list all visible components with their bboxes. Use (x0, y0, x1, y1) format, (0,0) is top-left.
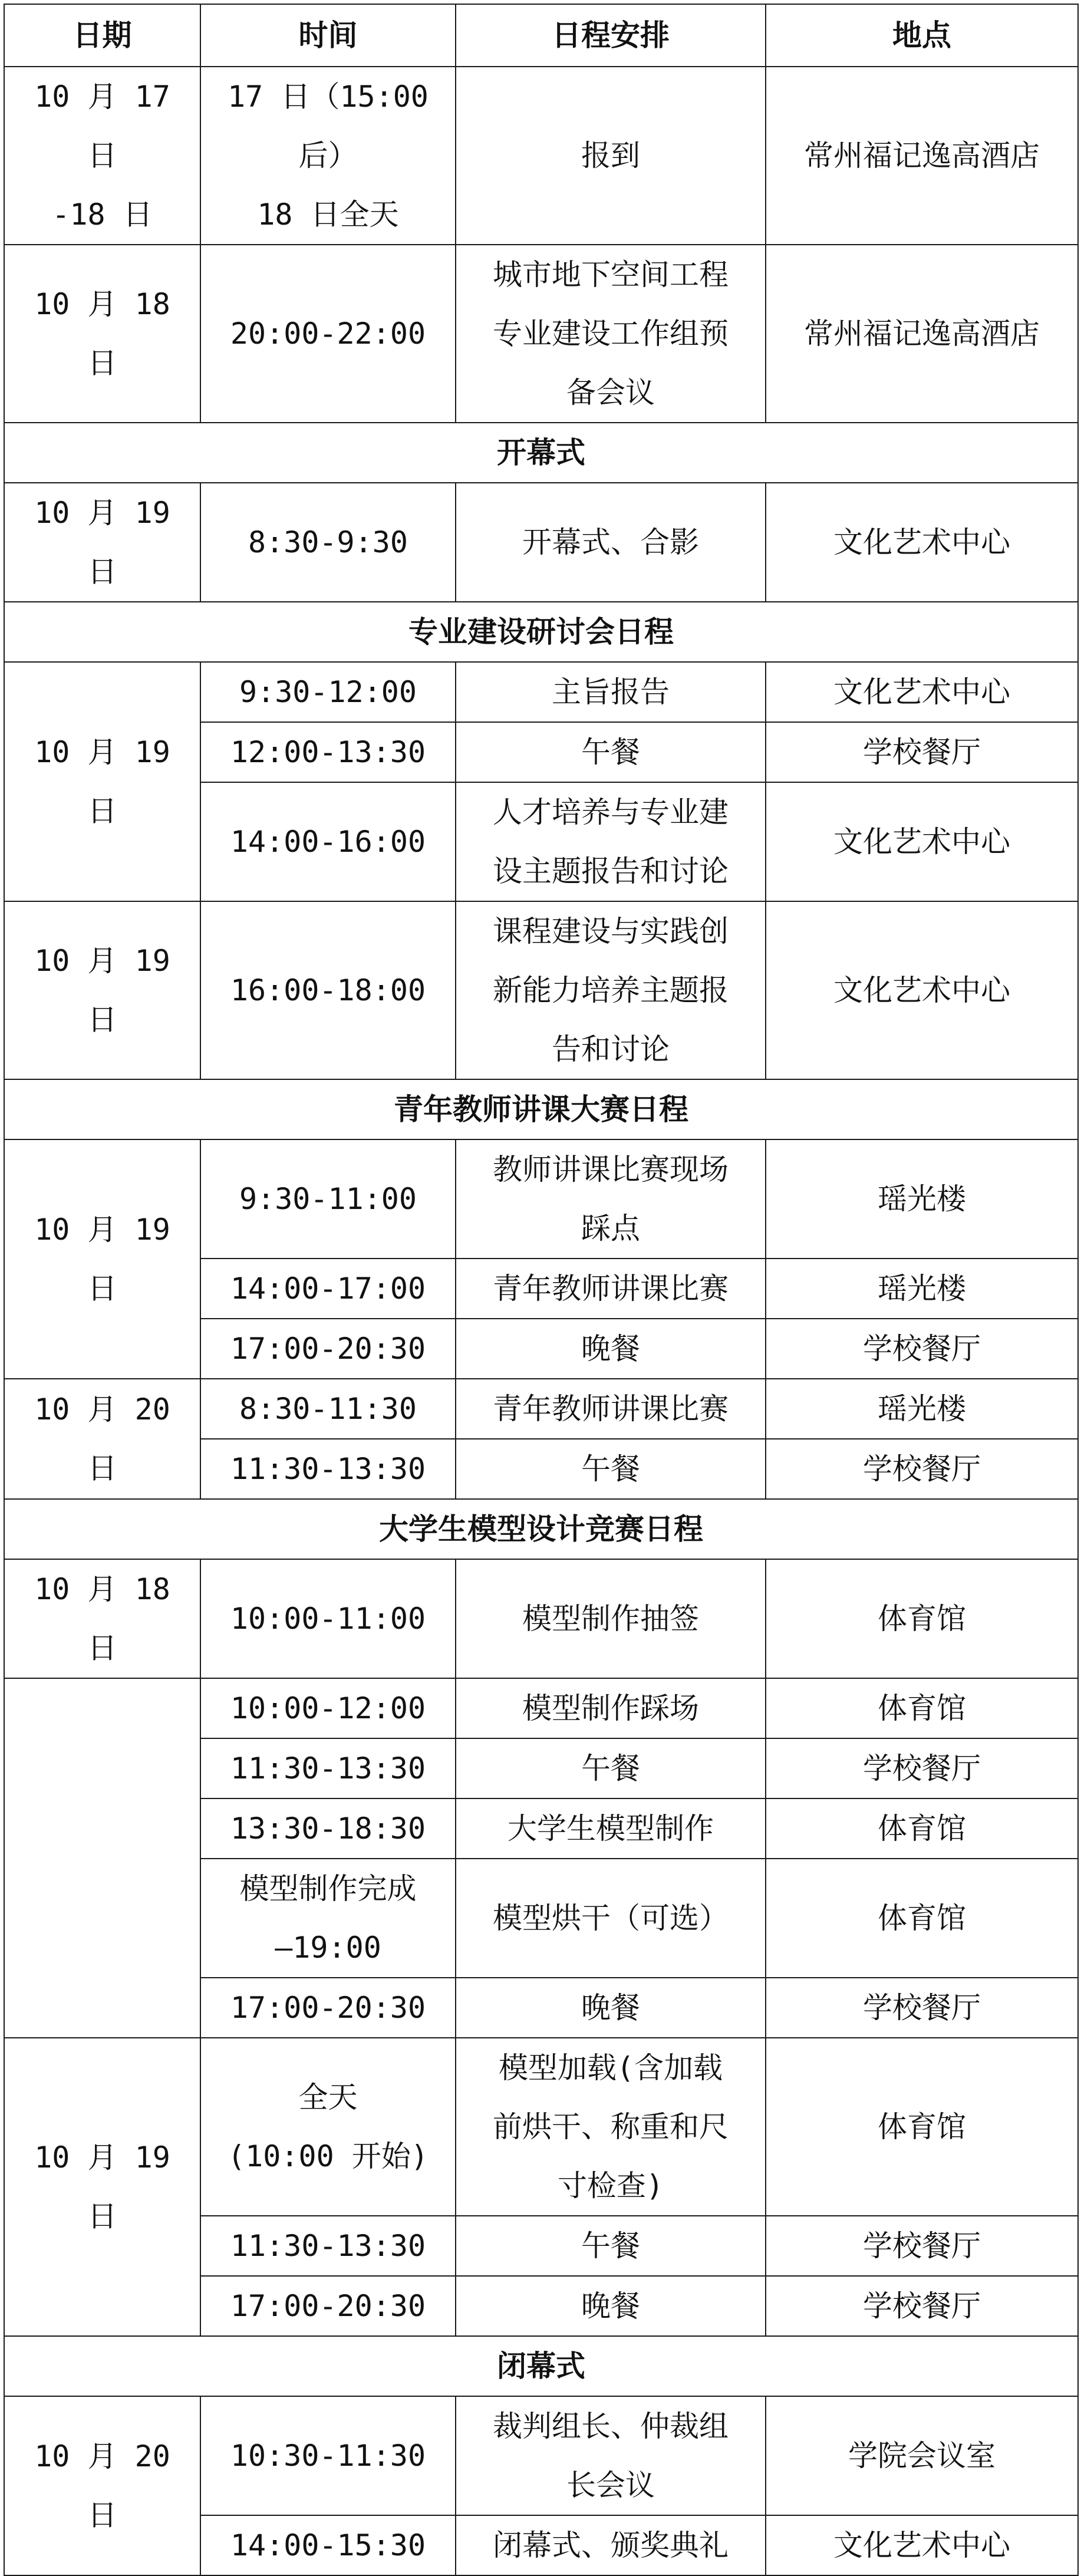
header-row (4, 4, 1078, 67)
header-location: 地点 (766, 4, 1078, 67)
agenda-cell: 报到 (456, 67, 766, 245)
section-title: 闭幕式 (4, 2336, 1078, 2396)
agenda-cell: 午餐 (456, 2216, 766, 2276)
location-cell: 体育馆 (766, 1859, 1078, 1978)
location-cell: 学校餐厅 (766, 722, 1078, 782)
date-cell: 10 月 18 日 (4, 245, 200, 423)
location-cell: 学校餐厅 (766, 1319, 1078, 1379)
time-cell: 17:00-20:30 (200, 2276, 456, 2336)
date-cell: 10 月 20 日 (4, 2396, 200, 2575)
time-cell: 17 日（15:00 后） 18 日全天 (200, 67, 456, 245)
date-cell: 10 月 17 日 -18 日 (4, 67, 200, 245)
section-title: 大学生模型设计竞赛日程 (4, 1499, 1078, 1559)
time-cell: 16:00-18:00 (200, 901, 456, 1079)
agenda-cell: 模型烘干（可选） (456, 1859, 766, 1978)
agenda-cell: 午餐 (456, 722, 766, 782)
location-cell: 体育馆 (766, 2038, 1078, 2216)
time-cell: 9:30-12:00 (200, 662, 456, 722)
time-cell: 8:30-9:30 (200, 483, 456, 602)
agenda-cell: 模型制作踩场 (456, 1678, 766, 1738)
time-cell: 17:00-20:30 (200, 1319, 456, 1379)
agenda-cell: 裁判组长、仲裁组 长会议 (456, 2396, 766, 2515)
table-row (4, 1139, 1078, 1259)
table-row (4, 901, 1078, 1079)
section-row (4, 1079, 1078, 1139)
time-cell: 11:30-13:30 (200, 1738, 456, 1798)
location-cell: 学校餐厅 (766, 1738, 1078, 1798)
schedule-table (4, 4, 1079, 2576)
agenda-cell: 晚餐 (456, 1319, 766, 1379)
location-cell: 体育馆 (766, 1678, 1078, 1738)
agenda-cell: 午餐 (456, 1439, 766, 1499)
location-cell: 瑶光楼 (766, 1139, 1078, 1259)
section-title: 青年教师讲课大赛日程 (4, 1079, 1078, 1139)
location-cell: 学校餐厅 (766, 1439, 1078, 1499)
agenda-cell: 模型加载(含加载 前烘干、称重和尺 寸检查) (456, 2038, 766, 2216)
agenda-cell: 晚餐 (456, 1978, 766, 2038)
date-cell: 10 月 20 日 (4, 1379, 200, 1499)
time-cell: 11:30-13:30 (200, 1439, 456, 1499)
location-cell: 文化艺术中心 (766, 901, 1078, 1079)
location-cell: 学校餐厅 (766, 2216, 1078, 2276)
location-cell: 文化艺术中心 (766, 483, 1078, 602)
time-cell: 13:30-18:30 (200, 1798, 456, 1859)
location-cell: 瑶光楼 (766, 1259, 1078, 1319)
time-cell: 模型制作完成 —19:00 (200, 1859, 456, 1978)
date-cell: 10 月 18 日 (4, 1559, 200, 1678)
agenda-cell: 开幕式、合影 (456, 483, 766, 602)
table-row (4, 1559, 1078, 1678)
date-cell: 10 月 19 日 (4, 1139, 200, 1379)
time-cell: 10:00-12:00 (200, 1678, 456, 1738)
location-cell: 体育馆 (766, 1798, 1078, 1859)
time-cell: 全天 (10:00 开始) (200, 2038, 456, 2216)
agenda-cell: 大学生模型制作 (456, 1798, 766, 1859)
date-cell: 10 月 19 日 (4, 2038, 200, 2336)
table-row (4, 2396, 1078, 2515)
header-time: 时间 (200, 4, 456, 67)
table-row (4, 483, 1078, 602)
section-row (4, 423, 1078, 483)
table-row (4, 1379, 1078, 1439)
date-cell: 10 月 19 日 (4, 662, 200, 901)
date-cell (4, 1678, 200, 2038)
header-agenda: 日程安排 (456, 4, 766, 67)
table-row (4, 662, 1078, 722)
time-cell: 17:00-20:30 (200, 1978, 456, 2038)
agenda-cell: 青年教师讲课比赛 (456, 1379, 766, 1439)
date-cell: 10 月 19 日 (4, 483, 200, 602)
section-row (4, 2336, 1078, 2396)
time-cell: 10:30-11:30 (200, 2396, 456, 2515)
table-row (4, 2038, 1078, 2216)
agenda-cell: 人才培养与专业建 设主题报告和讨论 (456, 782, 766, 901)
time-cell: 14:00-16:00 (200, 782, 456, 901)
location-cell: 文化艺术中心 (766, 2515, 1078, 2575)
agenda-cell: 闭幕式、颁奖典礼 (456, 2515, 766, 2575)
time-cell: 8:30-11:30 (200, 1379, 456, 1439)
location-cell: 学校餐厅 (766, 2276, 1078, 2336)
section-title: 专业建设研讨会日程 (4, 602, 1078, 662)
section-row (4, 602, 1078, 662)
time-cell: 10:00-11:00 (200, 1559, 456, 1678)
location-cell: 学校餐厅 (766, 1978, 1078, 2038)
agenda-cell: 课程建设与实践创 新能力培养主题报 告和讨论 (456, 901, 766, 1079)
header-date: 日期 (4, 4, 200, 67)
table-row (4, 1678, 1078, 1738)
time-cell: 9:30-11:00 (200, 1139, 456, 1259)
location-cell: 学院会议室 (766, 2396, 1078, 2515)
table-row (4, 245, 1078, 423)
location-cell: 文化艺术中心 (766, 782, 1078, 901)
location-cell: 文化艺术中心 (766, 662, 1078, 722)
time-cell: 12:00-13:30 (200, 722, 456, 782)
section-title: 开幕式 (4, 423, 1078, 483)
agenda-cell: 教师讲课比赛现场 踩点 (456, 1139, 766, 1259)
time-cell: 11:30-13:30 (200, 2216, 456, 2276)
agenda-cell: 午餐 (456, 1738, 766, 1798)
time-cell: 20:00-22:00 (200, 245, 456, 423)
location-cell: 常州福记逸高酒店 (766, 67, 1078, 245)
agenda-cell: 青年教师讲课比赛 (456, 1259, 766, 1319)
date-cell: 10 月 19 日 (4, 901, 200, 1079)
table-row (4, 67, 1078, 245)
location-cell: 体育馆 (766, 1559, 1078, 1678)
agenda-cell: 主旨报告 (456, 662, 766, 722)
section-row (4, 1499, 1078, 1559)
time-cell: 14:00-15:30 (200, 2515, 456, 2575)
agenda-cell: 模型制作抽签 (456, 1559, 766, 1678)
location-cell: 瑶光楼 (766, 1379, 1078, 1439)
agenda-cell: 晚餐 (456, 2276, 766, 2336)
time-cell: 14:00-17:00 (200, 1259, 456, 1319)
location-cell: 常州福记逸高酒店 (766, 245, 1078, 423)
agenda-cell: 城市地下空间工程 专业建设工作组预 备会议 (456, 245, 766, 423)
